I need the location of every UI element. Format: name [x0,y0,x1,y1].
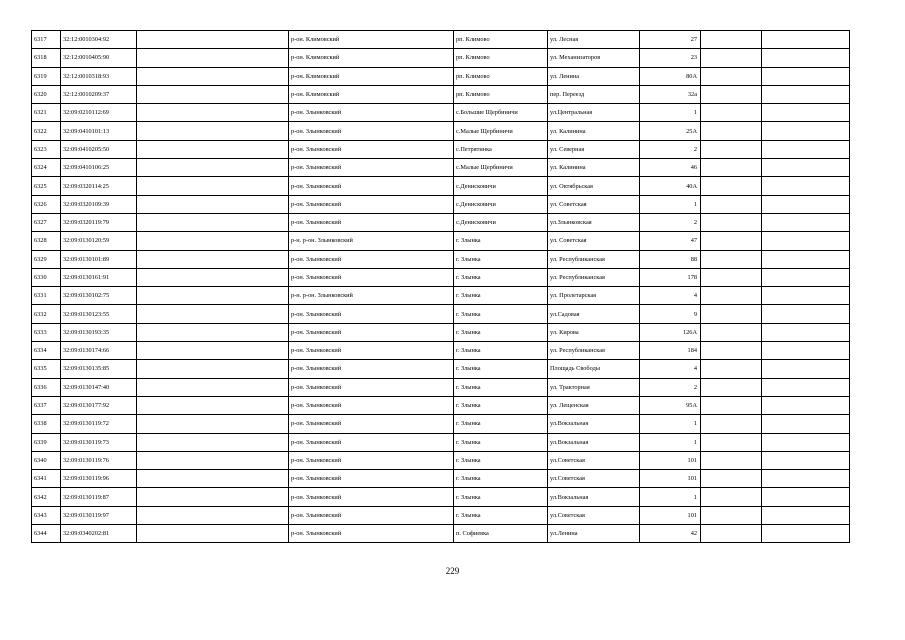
district-cell: р-он. Злынковский [289,415,454,433]
street-cell: ул. Советская [548,232,640,250]
blank-cell-cell [137,506,289,524]
settlement-cell: рп. Климово [454,85,548,103]
table-row [32,232,850,250]
row-index-cell: 6343 [32,506,61,524]
table-row [32,268,850,286]
extra-cell-1-cell [701,488,762,506]
street-cell: ул. Лесная [548,31,640,49]
row-index-cell: 6332 [32,305,61,323]
extra-cell-1-cell [701,104,762,122]
district-cell: р-он. Злынковский [289,378,454,396]
street-cell: ул.Советская [548,451,640,469]
cadastral-number-cell: 32:12:0010304:92 [61,31,137,49]
settlement-cell: п. Софиевка [454,525,548,543]
district-cell: р-он. Злынковский [289,177,454,195]
street-cell: ул. Механизаторов [548,49,640,67]
extra-cell-2-cell [762,140,850,158]
extra-cell-1-cell [701,396,762,414]
extra-cell-1-cell [701,305,762,323]
settlement-cell: с.Малые Щербиничи [454,122,548,140]
street-cell: пер. Переезд [548,85,640,103]
table-row [32,415,850,433]
extra-cell-2-cell [762,67,850,85]
cadastral-number-cell: 32:09:0320109:39 [61,195,137,213]
settlement-cell: с.Малые Щербиничи [454,159,548,177]
street-cell: ул. Тракторная [548,378,640,396]
extra-cell-2-cell [762,250,850,268]
district-cell: р-он. Злынковский [289,140,454,158]
extra-cell-1-cell [701,378,762,396]
extra-cell-1-cell [701,122,762,140]
row-index-cell: 6340 [32,451,61,469]
extra-cell-1-cell [701,506,762,524]
cadastral-number-cell: 32:09:0130135:85 [61,360,137,378]
settlement-cell: с.Денисковичи [454,177,548,195]
table-row [32,140,850,158]
district-cell: р-он. Злынковский [289,159,454,177]
blank-cell-cell [137,195,289,213]
cadastral-number-cell: 32:09:0130102:75 [61,287,137,305]
table-row [32,506,850,524]
street-cell: Площадь Свободы [548,360,640,378]
extra-cell-2-cell [762,195,850,213]
house-number-cell: 101 [640,451,701,469]
district-cell: р-он. Злынковский [289,488,454,506]
house-number-cell: 23 [640,49,701,67]
district-cell: р-он. Злынковский [289,360,454,378]
district-cell: р-он. Злынковский [289,122,454,140]
settlement-cell: г. Злынка [454,250,548,268]
house-number-cell: 101 [640,506,701,524]
blank-cell-cell [137,177,289,195]
table-row [32,104,850,122]
house-number-cell: 4 [640,360,701,378]
row-index-cell: 6334 [32,342,61,360]
street-cell: ул.Вокзальная [548,415,640,433]
settlement-cell: рп. Климово [454,31,548,49]
street-cell: ул. Ленина [548,67,640,85]
row-index-cell: 6318 [32,49,61,67]
table-row [32,323,850,341]
page-number: 229 [445,566,460,576]
district-cell: р-он. Злынковский [289,250,454,268]
house-number-cell: 184 [640,342,701,360]
street-cell: ул.Злынковская [548,213,640,231]
cadastral-number-cell: 32:12:0010209:37 [61,85,137,103]
street-cell: ул. Пролетарская [548,287,640,305]
house-number-cell: 95А [640,396,701,414]
cadastral-number-cell: 32:09:0410101:13 [61,122,137,140]
table-row [32,451,850,469]
district-cell: р-он. Климовский [289,67,454,85]
house-number-cell: 9 [640,305,701,323]
cadastral-number-cell: 32:09:0320114:25 [61,177,137,195]
extra-cell-1-cell [701,360,762,378]
extra-cell-2-cell [762,378,850,396]
table-row [32,213,850,231]
house-number-cell: 47 [640,232,701,250]
register-body [32,31,850,543]
table-row [32,49,850,67]
blank-cell-cell [137,122,289,140]
house-number-cell: 25А [640,122,701,140]
row-index-cell: 6322 [32,122,61,140]
extra-cell-1-cell [701,525,762,543]
table-row [32,433,850,451]
blank-cell-cell [137,433,289,451]
extra-cell-2-cell [762,177,850,195]
settlement-cell: г. Злынка [454,305,548,323]
street-cell: ул. Республиканская [548,268,640,286]
blank-cell-cell [137,396,289,414]
street-cell: ул.Вокзальная [548,433,640,451]
district-cell: р-он. Злынковский [289,104,454,122]
table-row [32,31,850,49]
house-number-cell: 1 [640,488,701,506]
blank-cell-cell [137,378,289,396]
extra-cell-2-cell [762,396,850,414]
street-cell: ул. Республиканская [548,342,640,360]
extra-cell-1-cell [701,177,762,195]
row-index-cell: 6324 [32,159,61,177]
blank-cell-cell [137,232,289,250]
district-cell: р-он. Злынковский [289,396,454,414]
cadastral-number-cell: 32:09:0210112:69 [61,104,137,122]
extra-cell-1-cell [701,287,762,305]
cadastral-number-cell: 32:09:0130161:91 [61,268,137,286]
extra-cell-1-cell [701,213,762,231]
table-row [32,360,850,378]
district-cell: р-он. Климовский [289,49,454,67]
blank-cell-cell [137,305,289,323]
extra-cell-2-cell [762,433,850,451]
settlement-cell: рп. Климово [454,49,548,67]
row-index-cell: 6319 [32,67,61,85]
district-cell: р-н. р-он. Злынковский [289,232,454,250]
house-number-cell: 42 [640,525,701,543]
row-index-cell: 6336 [32,378,61,396]
settlement-cell: г. Злынка [454,268,548,286]
settlement-cell: г. Злынка [454,415,548,433]
row-index-cell: 6326 [32,195,61,213]
blank-cell-cell [137,213,289,231]
cadastral-number-cell: 32:09:0130193:35 [61,323,137,341]
house-number-cell: 4 [640,287,701,305]
table-row [32,342,850,360]
house-number-cell: 27 [640,31,701,49]
district-cell: р-он. Климовский [289,31,454,49]
cadastral-number-cell: 32:12:0010405:90 [61,49,137,67]
house-number-cell: 2 [640,213,701,231]
street-cell: ул.Вокзальная [548,488,640,506]
district-cell: р-он. Злынковский [289,323,454,341]
table-row [32,287,850,305]
street-cell: ул. Республиканская [548,250,640,268]
cadastral-number-cell: 32:09:0130123:55 [61,305,137,323]
table-row [32,195,850,213]
extra-cell-2-cell [762,360,850,378]
blank-cell-cell [137,415,289,433]
table-row [32,525,850,543]
district-cell: р-он. Злынковский [289,470,454,488]
row-index-cell: 6338 [32,415,61,433]
extra-cell-2-cell [762,342,850,360]
cadastral-number-cell: 32:09:0130147:40 [61,378,137,396]
extra-cell-2-cell [762,159,850,177]
extra-cell-1-cell [701,470,762,488]
extra-cell-1-cell [701,415,762,433]
extra-cell-1-cell [701,195,762,213]
district-cell: р-он. Злынковский [289,213,454,231]
blank-cell-cell [137,268,289,286]
blank-cell-cell [137,250,289,268]
settlement-cell: г. Злынка [454,433,548,451]
cadastral-number-cell: 32:09:0130119:72 [61,415,137,433]
street-cell: ул.Советская [548,470,640,488]
house-number-cell: 1 [640,415,701,433]
row-index-cell: 6339 [32,433,61,451]
settlement-cell: с.Денисковичи [454,195,548,213]
row-index-cell: 6323 [32,140,61,158]
extra-cell-2-cell [762,506,850,524]
cadastral-number-cell: 32:09:0130119:96 [61,470,137,488]
cadastral-number-cell: 32:09:0340202:81 [61,525,137,543]
district-cell: р-он. Злынковский [289,195,454,213]
extra-cell-2-cell [762,323,850,341]
blank-cell-cell [137,525,289,543]
settlement-cell: с.Большие Щербиничи [454,104,548,122]
house-number-cell: 40А [640,177,701,195]
row-index-cell: 6331 [32,287,61,305]
blank-cell-cell [137,49,289,67]
extra-cell-1-cell [701,451,762,469]
extra-cell-2-cell [762,305,850,323]
row-index-cell: 6344 [32,525,61,543]
extra-cell-2-cell [762,31,850,49]
house-number-cell: 178 [640,268,701,286]
row-index-cell: 6341 [32,470,61,488]
extra-cell-1-cell [701,268,762,286]
street-cell: ул. Лещенская [548,396,640,414]
district-cell: р-он. Злынковский [289,342,454,360]
extra-cell-1-cell [701,49,762,67]
blank-cell-cell [137,470,289,488]
settlement-cell: г. Злынка [454,488,548,506]
extra-cell-1-cell [701,85,762,103]
register-table [31,30,850,543]
blank-cell-cell [137,85,289,103]
table-row [32,67,850,85]
settlement-cell: г. Злынка [454,342,548,360]
row-index-cell: 6325 [32,177,61,195]
row-index-cell: 6337 [32,396,61,414]
extra-cell-2-cell [762,287,850,305]
cadastral-number-cell: 32:09:0130120:59 [61,232,137,250]
street-cell: ул. Калинина [548,122,640,140]
table-row [32,177,850,195]
house-number-cell: 46 [640,159,701,177]
street-cell: ул. Калинина [548,159,640,177]
house-number-cell: 1 [640,104,701,122]
extra-cell-1-cell [701,232,762,250]
blank-cell-cell [137,159,289,177]
extra-cell-2-cell [762,104,850,122]
row-index-cell: 6317 [32,31,61,49]
district-cell: р-он. Злынковский [289,433,454,451]
district-cell: р-он. Климовский [289,85,454,103]
settlement-cell: с.Денисковичи [454,213,548,231]
house-number-cell: 2 [640,140,701,158]
extra-cell-2-cell [762,85,850,103]
cadastral-number-cell: 32:09:0130119:73 [61,433,137,451]
blank-cell-cell [137,104,289,122]
house-number-cell: 32а [640,85,701,103]
house-number-cell: 1 [640,433,701,451]
district-cell: р-он. Злынковский [289,305,454,323]
settlement-cell: г. Злынка [454,287,548,305]
district-cell: р-он. Злынковский [289,268,454,286]
blank-cell-cell [137,360,289,378]
table-row [32,396,850,414]
district-cell: р-он. Злынковский [289,451,454,469]
extra-cell-1-cell [701,342,762,360]
street-cell: ул. Кирова [548,323,640,341]
blank-cell-cell [137,31,289,49]
extra-cell-1-cell [701,67,762,85]
cadastral-number-cell: 32:09:0130119:87 [61,488,137,506]
street-cell: ул.Советская [548,506,640,524]
settlement-cell: г. Злынка [454,232,548,250]
settlement-cell: г. Злынка [454,323,548,341]
extra-cell-2-cell [762,415,850,433]
street-cell: ул. Октябрьская [548,177,640,195]
settlement-cell: г. Злынка [454,506,548,524]
district-cell: р-он. Злынковский [289,525,454,543]
cadastral-number-cell: 32:09:0130177:92 [61,396,137,414]
street-cell: ул. Северная [548,140,640,158]
table-row [32,122,850,140]
row-index-cell: 6329 [32,250,61,268]
row-index-cell: 6321 [32,104,61,122]
house-number-cell: 1 [640,195,701,213]
extra-cell-2-cell [762,470,850,488]
row-index-cell: 6330 [32,268,61,286]
house-number-cell: 101 [640,470,701,488]
cadastral-number-cell: 32:09:0130174:66 [61,342,137,360]
table-row [32,250,850,268]
cadastral-number-cell: 32:12:0010318:93 [61,67,137,85]
district-cell: р-н. р-он. Злынковский [289,287,454,305]
street-cell: ул.Ленина [548,525,640,543]
blank-cell-cell [137,287,289,305]
extra-cell-2-cell [762,451,850,469]
extra-cell-2-cell [762,122,850,140]
street-cell: ул.Садовая [548,305,640,323]
street-cell: ул. Советская [548,195,640,213]
extra-cell-1-cell [701,250,762,268]
extra-cell-1-cell [701,433,762,451]
settlement-cell: рп. Климово [454,67,548,85]
blank-cell-cell [137,488,289,506]
house-number-cell: 88 [640,250,701,268]
extra-cell-1-cell [701,140,762,158]
cadastral-number-cell: 32:09:0320119:79 [61,213,137,231]
extra-cell-1-cell [701,323,762,341]
extra-cell-2-cell [762,213,850,231]
cadastral-number-cell: 32:09:0410106:25 [61,159,137,177]
row-index-cell: 6328 [32,232,61,250]
cadastral-number-cell: 32:09:0130119:97 [61,506,137,524]
blank-cell-cell [137,67,289,85]
table-row [32,159,850,177]
settlement-cell: г. Злынка [454,360,548,378]
settlement-cell: г. Злынка [454,378,548,396]
row-index-cell: 6335 [32,360,61,378]
extra-cell-1-cell [701,31,762,49]
blank-cell-cell [137,140,289,158]
settlement-cell: г. Злынка [454,470,548,488]
extra-cell-1-cell [701,159,762,177]
blank-cell-cell [137,342,289,360]
extra-cell-2-cell [762,525,850,543]
row-index-cell: 6320 [32,85,61,103]
extra-cell-2-cell [762,488,850,506]
table-row [32,470,850,488]
row-index-cell: 6333 [32,323,61,341]
house-number-cell: 126А [640,323,701,341]
table-row [32,488,850,506]
house-number-cell: 2 [640,378,701,396]
cadastral-number-cell: 32:09:0130119:76 [61,451,137,469]
extra-cell-2-cell [762,232,850,250]
street-cell: ул.Центральная [548,104,640,122]
settlement-cell: г. Злынка [454,451,548,469]
settlement-cell: г. Злынка [454,396,548,414]
blank-cell-cell [137,323,289,341]
table-row [32,378,850,396]
table-row [32,85,850,103]
blank-cell-cell [137,451,289,469]
settlement-cell: с.Петрятинка [454,140,548,158]
house-number-cell: 80А [640,67,701,85]
extra-cell-2-cell [762,268,850,286]
row-index-cell: 6342 [32,488,61,506]
cadastral-number-cell: 32:09:0130101:89 [61,250,137,268]
cadastral-number-cell: 32:09:0410205:50 [61,140,137,158]
extra-cell-2-cell [762,49,850,67]
district-cell: р-он. Злынковский [289,506,454,524]
table-row [32,305,850,323]
row-index-cell: 6327 [32,213,61,231]
